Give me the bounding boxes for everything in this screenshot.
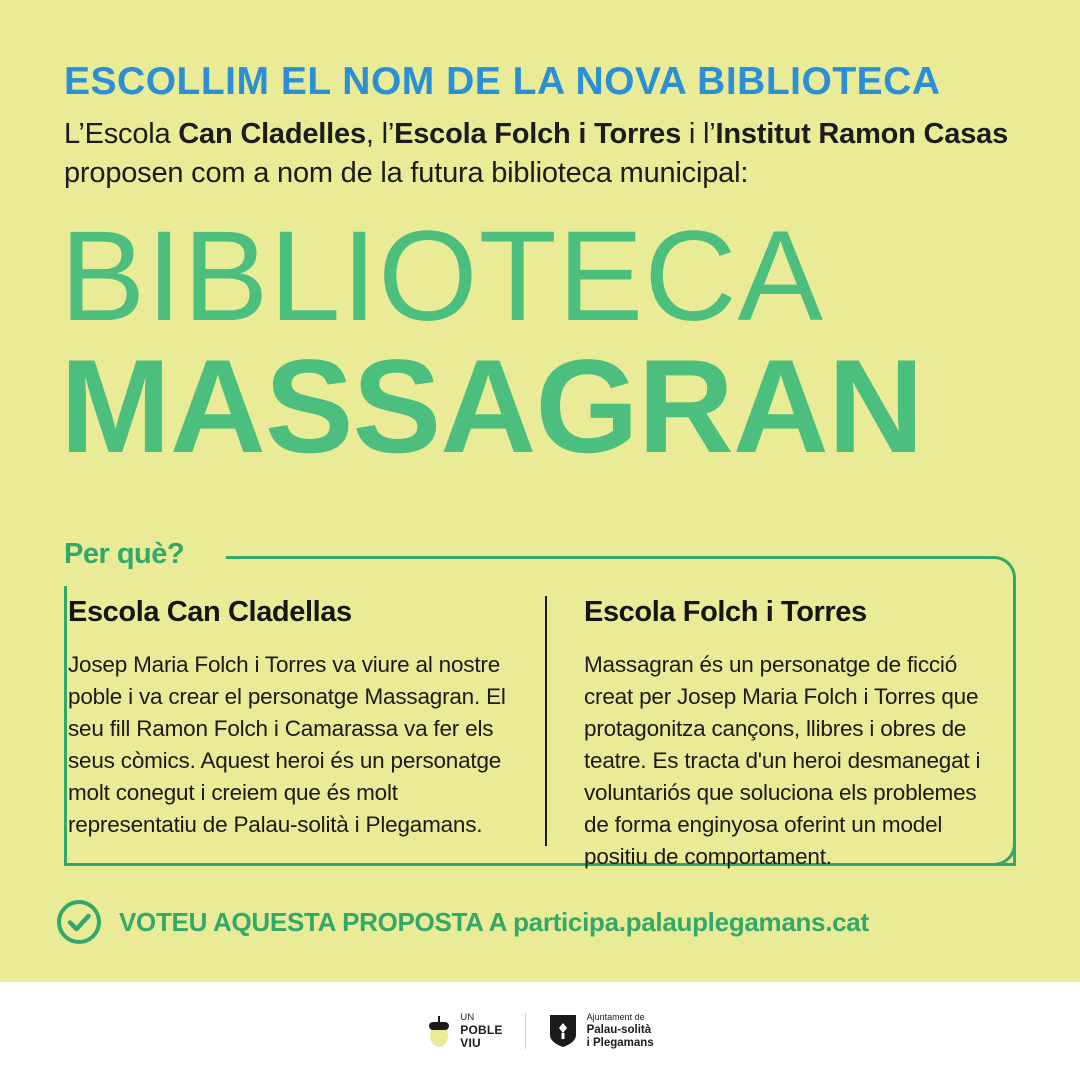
vote-text	[119, 907, 869, 938]
logo-line-viu: VIU	[460, 1036, 481, 1051]
logo-ajuntament	[548, 1011, 654, 1051]
logo-ajuntament-text	[587, 1011, 654, 1051]
logo-un-poble-viu	[426, 1011, 502, 1051]
reason-title: Escola Folch i Torres	[584, 596, 867, 628]
subtitle	[64, 115, 1024, 193]
vote-label: VOTEU AQUESTA PROPOSTA A	[119, 906, 514, 937]
reason-body: Josep Maria Folch i Torres va viure al nostre poble i va crear el personatge Massagran. El seu fill Ramon Folch i Camarassa va fer els seus còmics. Aquest heroi és un personatge molt conegut i creiem que és molt representatiu de Palau-solità i Plegamans.	[68, 652, 506, 837]
vote-url[interactable]: participa.palauplegamans.cat	[513, 906, 869, 937]
footer-logos	[0, 982, 1080, 1080]
school-name-institut-ramon-casas: Institut Ramon Casas	[715, 118, 1008, 150]
acorn-icon	[426, 1014, 452, 1048]
panel-border-top-right	[226, 556, 1016, 580]
page-title: ESCOLLIM EL NOM DE LA NOVA BIBLIOTECA	[64, 60, 941, 103]
library-name-line-1: BIBLIOTECA	[60, 205, 824, 348]
reason-column-folch-i-torres	[550, 596, 1016, 869]
school-name-folch-i-torres: Escola Folch i Torres	[394, 118, 682, 150]
reasons-columns	[64, 596, 1016, 869]
logo-un-poble-viu-text	[460, 1011, 502, 1051]
logo-line-un: UN	[460, 1012, 475, 1024]
vote-callout[interactable]	[57, 900, 869, 944]
ajuntament-line-2: Palau-solità	[586, 1023, 652, 1036]
reason-title: Escola Can Cladellas	[68, 596, 352, 628]
why-label: Per què?	[64, 538, 185, 570]
footer-divider	[525, 1013, 526, 1049]
reason-column-can-cladellas	[64, 596, 550, 856]
subtitle-part-1: L’Escola	[64, 118, 179, 150]
subtitle-part-4: proposen com a nom de la futura biblioteca municipal:	[64, 156, 749, 189]
logo-line-poble: POBLE	[460, 1022, 503, 1037]
subtitle-part-3: i l’	[681, 118, 716, 150]
coat-of-arms-icon	[548, 1013, 578, 1049]
library-name-line-2: MASSAGRAN	[60, 333, 923, 481]
subtitle-part-2: , l’	[365, 118, 395, 150]
ajuntament-line-1: Ajuntament de	[586, 1011, 645, 1022]
ajuntament-line-3: i Plegamans	[586, 1037, 654, 1050]
school-name-can-cladelles: Can Cladelles	[178, 118, 366, 150]
reason-body: Massagran és un personatge de ficció creat per Josep Maria Folch i Torres que protagonitza cançons, llibres i obres de teatre. Es tracta d'un heroi desmanegat i voluntariós que soluciona els problemes de forma enginyosa oferint un model positiu de comportament.	[584, 652, 981, 869]
check-circle-icon	[57, 900, 101, 944]
